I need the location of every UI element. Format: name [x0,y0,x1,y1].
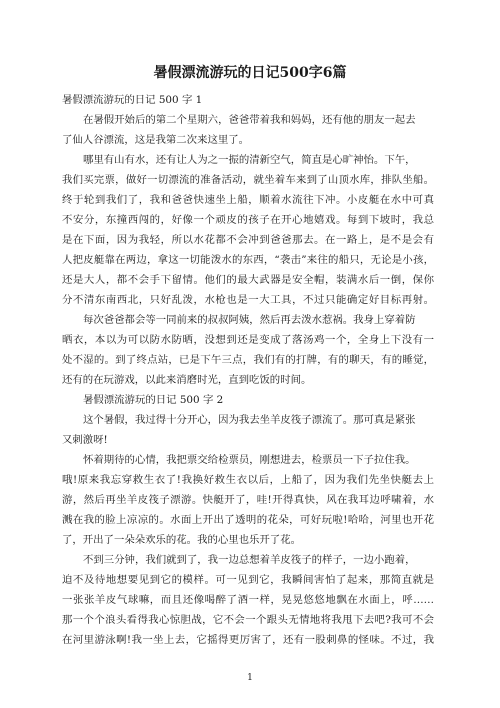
document-title: 暑假漂流游玩的日记500字6篇 [153,65,347,81]
text-line: 迫不及待地想要见到它的模样。可一见到它，我瞬间害怕了起来，那简直就是 [62,574,434,586]
text-line: 哦!原来我忘穿救生衣了!我换好救生衣以后，上船了，因为我们先坐快艇去上 [62,474,434,486]
text-line: 暑假漂流游玩的日记 500 字 1 [62,94,203,106]
text-line: 每次爸爸都会等一同前来的叔叔阿姨，然后再去泼水惹祸。我身上穿着防 [83,314,416,326]
text-line: 还是大人，都不会手下留情。他们的最大武器是安全帽，装满水后一倒，保你 [62,274,434,286]
document-body [62,90,434,650]
text-line: 分不清东南西北，只好乱泼，水枪也是一大工具，不过只能确定好目标再射。 [62,294,434,306]
text-line: 还有的在玩游戏，以此来消磨时光，直到吃饭的时间。 [62,374,312,386]
page-number: 1 [247,673,253,683]
text-line: 了，开出了一朵朵欢乐的花。我的心里也乐开了花。 [62,534,301,546]
text-line: 在暑假开始后的第二个星期六，爸爸带着我和妈妈，还有他的朋友一起去 [83,114,416,126]
text-line: 在河里游泳啊!我一坐上去，它摇得更厉害了，还有一股刺鼻的怪味。不过，我 [62,634,434,646]
text-line: 是在下面，因为我轻，所以水花都不会冲到爸爸那去。在一路上，是不是会有 [62,234,434,246]
text-line: 处不湿的。到了终点站，已是下午三点，我们有的打牌，有的聊天，有的睡觉， [62,354,434,366]
text-line: 哪里有山有水，还有让人为之一振的清新空气，简直是心旷神怡。下午， [83,154,416,166]
text-line: 不安分，东撞西闯的，好像一个顽皮的孩子在开心地嬉戏。每到下坡时，我总 [62,214,434,226]
text-line: 溅在我的脸上凉凉的。水面上开出了透明的花朵，可好玩啦!哈哈，河里也开花 [62,514,434,526]
text-line: 了仙人谷漂流，这是我第二次来这里了。 [62,134,250,146]
text-line: 怀着期待的心情，我把票交给检票员，刚想进去，检票员一下子拉住我。 [83,454,416,466]
text-line: 终于轮到我们了，我和爸爸快速坐上船，顺着水流往下冲。小皮艇在水中可真 [62,194,434,206]
text-line: 我们买完票，做好一切漂流的准备活动，就坐着车来到了山顶水库，排队坐船。 [62,174,434,186]
text-line: 又刺激呀! [62,434,108,446]
text-line: 人把皮艇靠在两边，拿这一切能泼水的东西，“袭击”来往的船只，无论是小孩， [62,254,434,266]
section-heading: 暑假漂流游玩的日记 500 字 2 [83,394,224,406]
text-line: 这个暑假，我过得十分开心，因为我去坐羊皮筏子漂流了。那可真是紧张 [83,414,416,426]
text-line: 不到三分钟，我们就到了，我一边总想着羊皮筏子的样子，一边小跑着， [83,554,416,566]
text-line: 晒衣，本以为可以防水防晒，没想到还是变成了落汤鸡一个，全身上下没有一 [62,334,434,346]
text-line: 那一个个浪头看得我心惊胆战，它不会一个跟头无情地将我甩下去吧?我可不会 [62,614,434,626]
text-line: 一张张羊皮气球嘛，而且还像喝醉了酒一样，晃晃悠悠地飘在水面上，呼…… [62,594,434,606]
text-line: 游，然后再坐羊皮筏子漂游。快艇开了，哇!开得真快，风在我耳边呼啸着，水 [62,494,434,506]
